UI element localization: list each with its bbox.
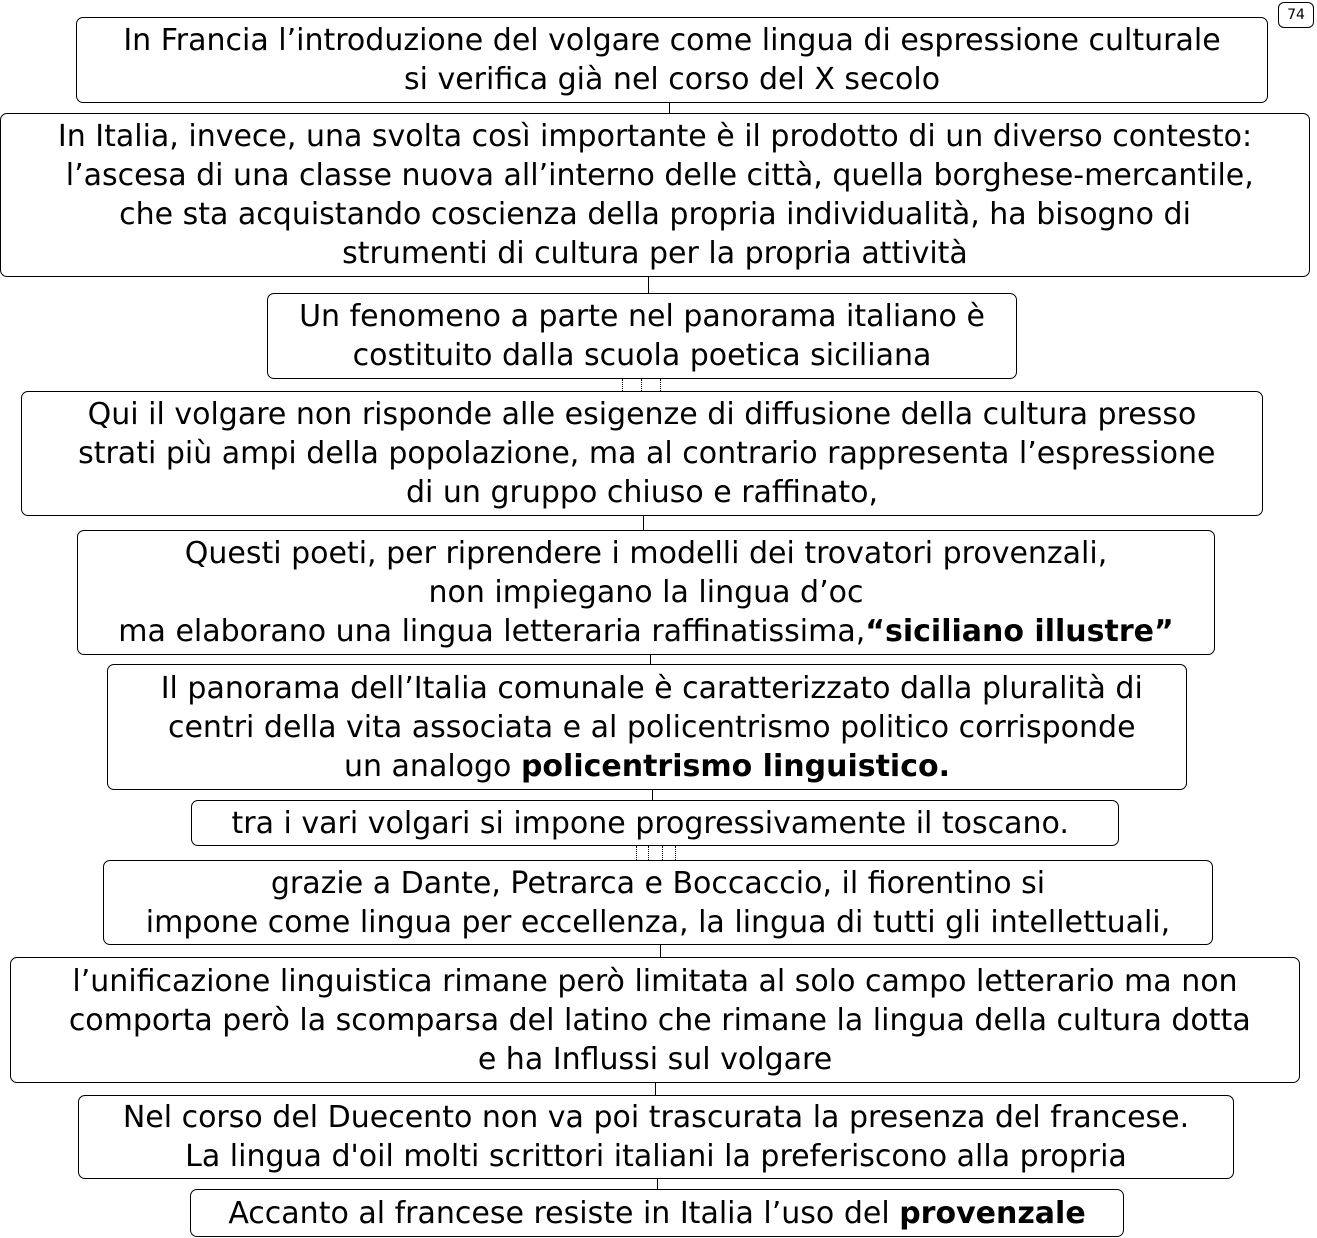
concept-box-unificazione (10, 957, 1300, 1083)
box-text-line (82, 573, 1210, 612)
box-text-line (108, 903, 1208, 942)
connector-line (660, 944, 661, 957)
text-run: si verifica già nel corso del X secolo (403, 62, 941, 97)
concept-box-fiorentino (103, 860, 1213, 945)
text-run: costituito dalla scuola poetica siciliana (352, 338, 932, 373)
dotted-connector (660, 379, 661, 391)
box-text-line (15, 962, 1295, 1001)
bold-text: “siciliano illustre” (865, 614, 1174, 649)
box-text-line (196, 804, 1114, 843)
box-text-line (112, 669, 1182, 708)
box-text-line (81, 60, 1263, 99)
text-run: Qui il volgare non risponde alle esigenze di diffusione della cultura presso (87, 397, 1197, 432)
connector-line (643, 516, 644, 530)
box-text-line (272, 297, 1012, 336)
text-run: tra i vari volgari si impone progressivamente il toscano. (231, 805, 1079, 841)
concept-box-francese (78, 1095, 1234, 1179)
connector-line (655, 1083, 656, 1095)
concept-box-provenzale (190, 1189, 1124, 1237)
dotted-connector (675, 846, 676, 860)
concept-box-francia (76, 17, 1268, 103)
box-text-line (83, 1137, 1229, 1176)
box-text-line (112, 747, 1182, 786)
box-text-line (82, 534, 1210, 573)
bold-text: provenzale (899, 1195, 1086, 1231)
text-run: In Francia l’introduzione del volgare come lingua di espressione culturale (123, 23, 1221, 58)
connector-line (650, 655, 651, 664)
box-text-line (5, 195, 1305, 234)
box-text-line (26, 434, 1258, 473)
dotted-connector (662, 846, 663, 860)
box-text-line (5, 117, 1305, 156)
text-run: strati più ampi della popolazione, ma al contrario rappresenta l’espressione (68, 436, 1216, 471)
text-run: In Italia, invece, una svolta così importante è il prodotto di un diverso contesto: (57, 119, 1253, 154)
text-run: ma elaborano una lingua letteraria raffinatissima, (118, 614, 866, 649)
concept-box-toscano (191, 800, 1119, 846)
text-run: La lingua d'oil molti scrittori italiani la preferiscono alla propria (185, 1139, 1127, 1174)
text-run: di un gruppo chiuso e raffinato, (406, 475, 878, 510)
text-run: centri della vita associata e al policentrismo politico corrisponde (158, 709, 1136, 745)
box-text-line (5, 156, 1305, 195)
box-text-line (108, 864, 1208, 903)
box-text-line (83, 1098, 1229, 1137)
connector-line (657, 1179, 658, 1189)
box-text-line (15, 1001, 1295, 1040)
dotted-connector (648, 846, 649, 860)
concept-box-volgare-gruppo (21, 391, 1263, 516)
connector-line (652, 790, 653, 800)
box-text-line (82, 612, 1210, 651)
text-run: Accanto al francese resiste in Italia l’uso del (228, 1195, 900, 1231)
box-text-line (112, 708, 1182, 747)
text-run: e ha Influssi sul volgare (477, 1041, 833, 1077)
text-run: che sta acquistando coscienza della propria individualità, ha bisogno di (119, 197, 1191, 232)
box-text-line (26, 395, 1258, 434)
connector-line (648, 277, 649, 293)
box-text-line (15, 1040, 1295, 1079)
text-run: l’ascesa di una classe nuova all’interno delle città, quella borghese-mercantile, (56, 158, 1254, 193)
dotted-connector (636, 846, 637, 860)
text-run: Nel corso del Duecento non va poi trascurata la presenza del francese. (122, 1100, 1190, 1135)
concept-box-scuola-siciliana (267, 293, 1017, 379)
text-run: non impiegano la lingua d’oc (428, 575, 864, 610)
text-run: impone come lingua per eccellenza, la lingua di tutti gli intellettuali, (145, 904, 1171, 940)
box-text-line (272, 336, 1012, 375)
text-run: strumenti di cultura per la propria attività (342, 236, 968, 271)
text-run: Questi poeti, per riprendere i modelli dei trovatori provenzali, (184, 536, 1108, 571)
box-text-line (26, 473, 1258, 512)
page-number-badge: 74 (1278, 2, 1314, 28)
bold-text: policentrismo linguistico. (520, 748, 950, 784)
concept-box-siciliano-illustre (77, 530, 1215, 655)
text-run: Il panorama dell’Italia comunale è caratterizzato dalla pluralità di (151, 670, 1143, 706)
box-text-line (5, 234, 1305, 273)
text-run: comporta però la scomparsa del latino che rimane la lingua della cultura dotta (59, 1002, 1251, 1038)
text-run: un analogo (343, 748, 521, 784)
connector-line (669, 102, 670, 113)
concept-box-italia (0, 113, 1310, 277)
dotted-connector (641, 379, 642, 391)
box-text-line (81, 21, 1263, 60)
box-text-line (195, 1194, 1119, 1233)
text-run: l’unificazione linguistica rimane però limitata al solo campo letterario ma non (72, 963, 1238, 999)
concept-box-policentrismo (107, 664, 1187, 790)
text-run: grazie a Dante, Petrarca e Boccaccio, il fiorentino si (270, 865, 1046, 901)
text-run: Un fenomeno a parte nel panorama italiano è (299, 299, 985, 334)
dotted-connector (622, 379, 623, 391)
